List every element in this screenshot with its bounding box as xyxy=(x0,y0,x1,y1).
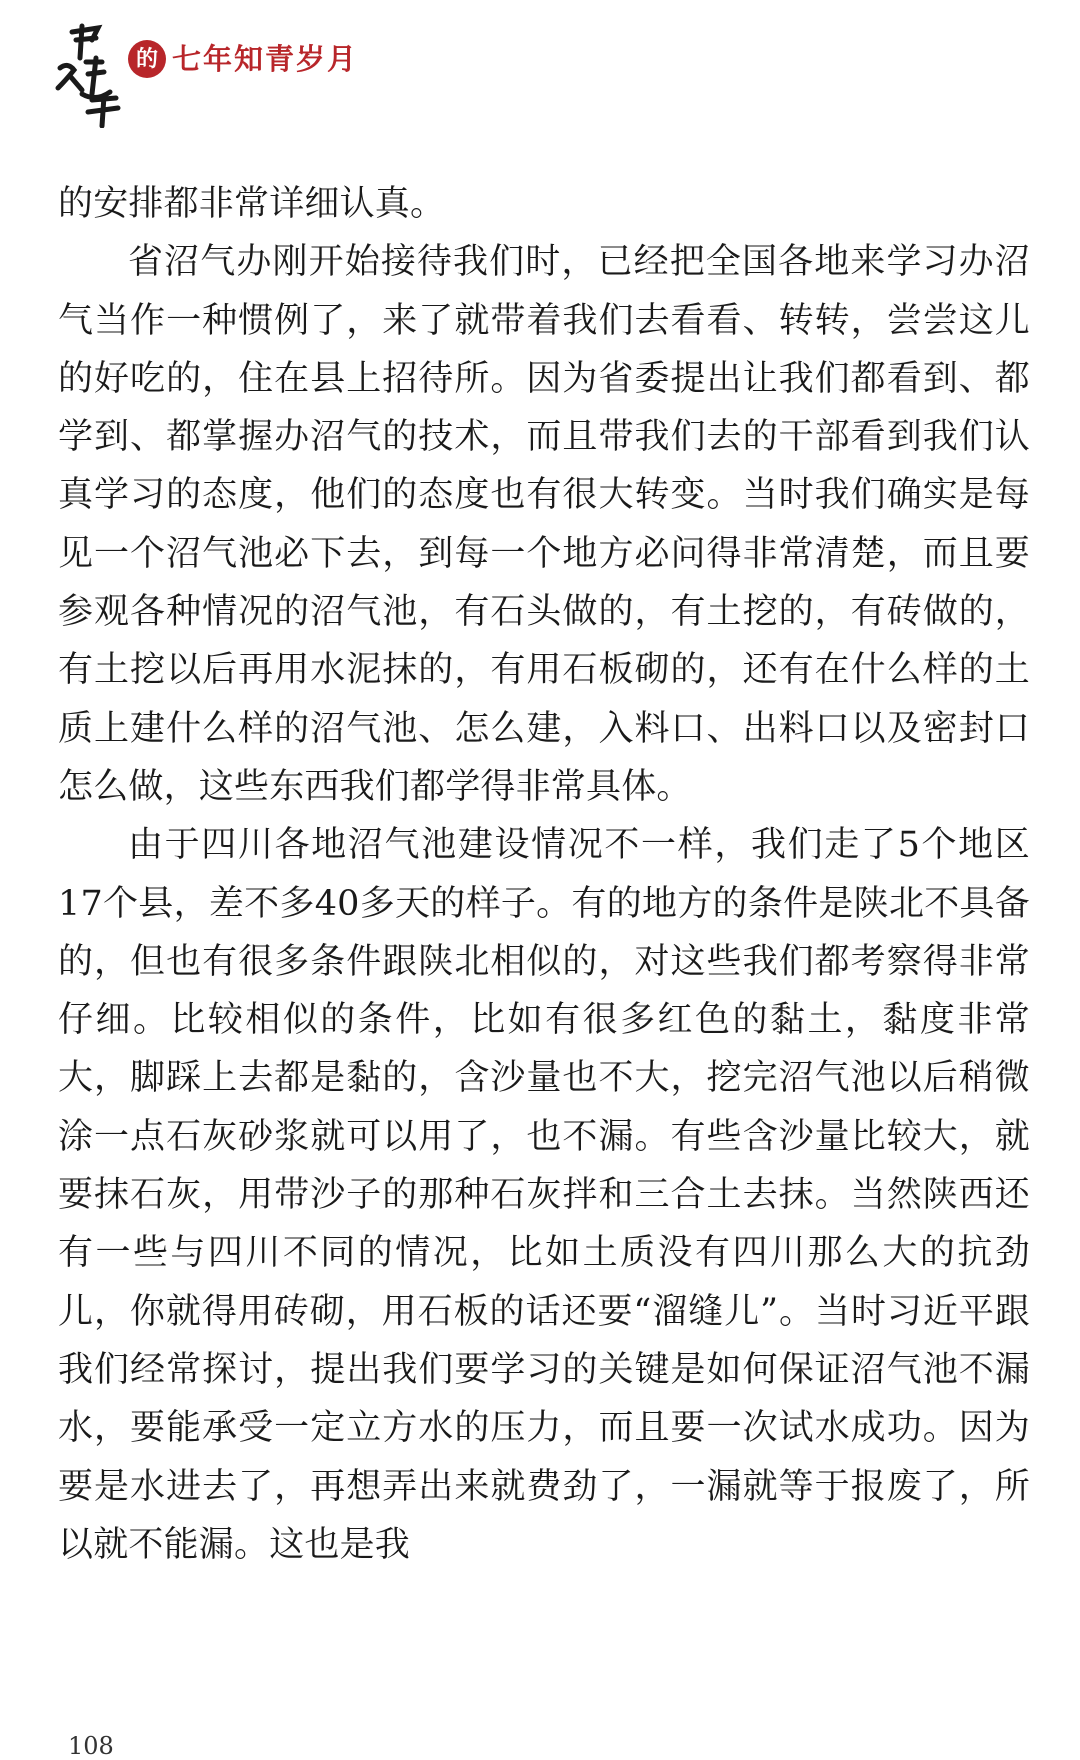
page-header xyxy=(52,18,472,128)
paragraph-3: 由于四川各地沼气池建设情况不一样，我们走了5个地区17个县，差不多40多天的样子。有的地方的条件是陕北不具备的，但也有很多条件跟陕北相似的，对这些我们都考察得非常仔细。比较相似的条件，比如有很多红色的黏土，黏度非常大，脚踩上去都是黏的，含沙量也不大，挖完沼气池以后稍微涂一点石灰砂浆就可以用了，也不漏。有些含沙量比较大，就要抹石灰，用带沙子的那种石灰拌和三合土去抹。当然陕西还有一些与四川不同的情况，比如土质没有四川那么大的抗劲儿，你就得用砖砌，用石板的话还要“溜缝儿”。当时习近平跟我们经常探讨，提出我们要学习的关键是如何保证沼气池不漏水，要能承受一定立方水的压力，而且要一次试水成功。因为要是水进去了，再想弄出来就费劲了，一漏就等于报废了，所以就不能漏。这也是我 xyxy=(58,825,1030,1565)
page-number: 108 xyxy=(68,1732,114,1760)
series-title: 七年知青岁月 xyxy=(172,42,359,76)
paragraph-2: 省沼气办刚开始接待我们时，已经把全国各地来学习办沼气当作一种惯例了，来了就带着我们去看看、转转，尝尝这儿的好吃的，住在县上招待所。因为省委提出让我们都看到、都学到、都掌握办沼气的技术，而且带我们去的干部看到我们认真学习的态度，他们的态度也有很大转变。当时我们确实是每见一个沼气池必下去，到每一个地方必问得非常清楚，而且要参观各种情况的沼气池，有石头做的，有土挖的，有砖做的，有土挖以后再用水泥抹的，有用石板砌的，还有在什么样的土质上建什么样的沼气池、怎么建，入料口、出料口以及密封口怎么做，这些东西我们都学得非常具体。 xyxy=(58,242,1030,807)
body-text xyxy=(58,175,1030,1574)
paragraph-1: 的安排都非常详细认真。 xyxy=(58,184,446,224)
seal-character: 的 xyxy=(128,40,166,78)
calligraphy-logo-icon xyxy=(52,18,132,128)
